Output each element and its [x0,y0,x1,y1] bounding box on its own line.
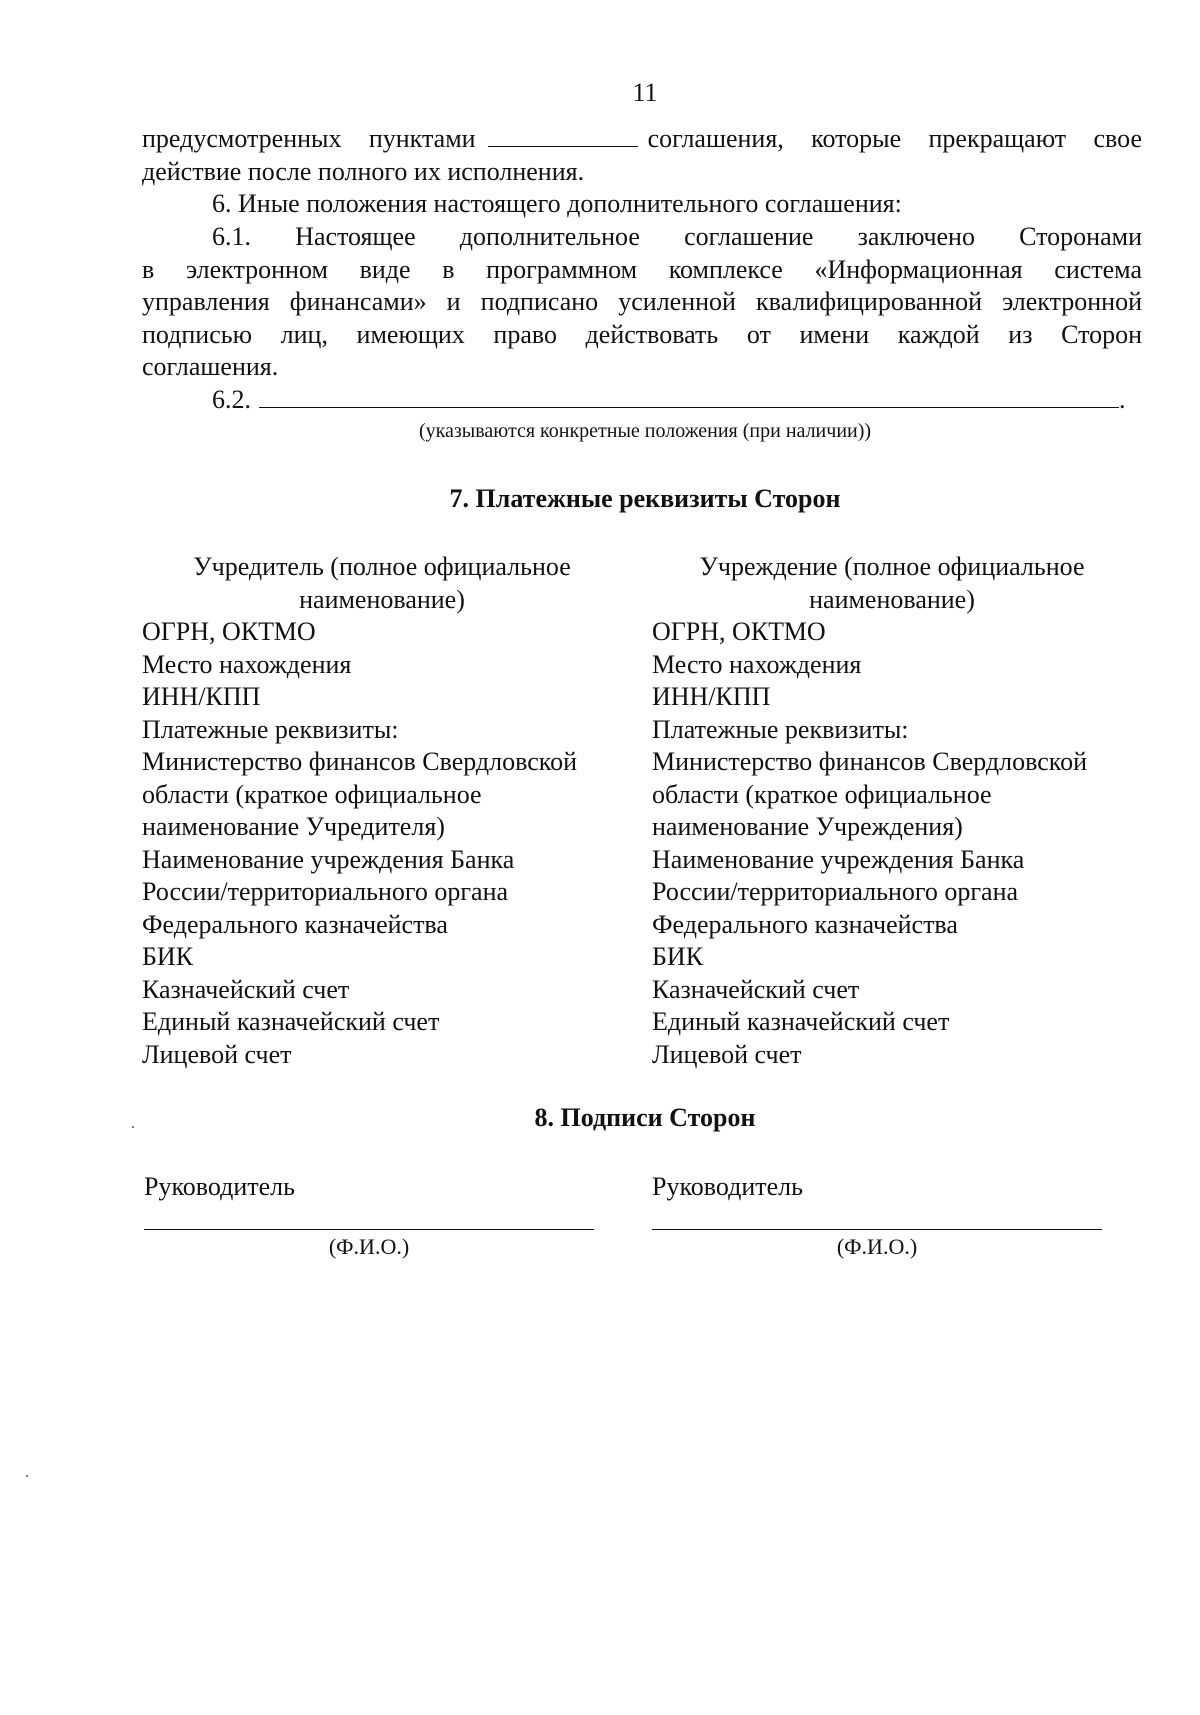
detail-line: Федерального казначейства [652,909,958,939]
detail-line: России/территориального органа [142,877,509,906]
party-institution-details [652,551,1132,1071]
detail-line: наименование Учреждения) [652,812,963,841]
detail-line: России/территориального органа [652,877,1019,906]
detail-line: области (краткое официальное [652,779,992,809]
section-7-title: 7. Платежные реквизиты Сторон [449,484,841,513]
detail-line: Казначейский счет [652,974,860,1004]
party-heading: наименование) [299,584,465,614]
scan-speck [26,1475,28,1477]
paragraph-item-6-1 [142,221,1142,384]
field-note: (указываются конкретные положения (при наличии)) [418,420,872,442]
item-number: 6.2. [212,385,251,414]
paragraph-item-6 [142,188,1142,221]
detail-line: Платежные реквизиты: [142,714,399,744]
blank-field-long [259,385,1119,408]
paragraph-line: управления финансами» и подписано усиленной квалифицированной электронной [142,287,1142,316]
signature-line-left [144,1229,594,1230]
detail-line: Федерального казначейства [142,909,448,939]
detail-line: ИНН/КПП [142,682,261,711]
scan-speck [132,1126,134,1128]
detail-line: области (краткое официальное [142,779,482,809]
detail-line: ОГРН, ОКТМО [652,617,826,646]
detail-line: наименование Учредителя) [142,812,445,841]
detail-line: ОГРН, ОКТМО [142,617,316,646]
paragraph-line: 6.1. Настоящее дополнительное соглашение заключено Сторонами [212,222,1142,251]
paragraph-text: предусмотренных пунктами [142,124,476,153]
paragraph-line: действие после полного их исполнения. [142,156,585,186]
detail-line: Единый казначейский счет [142,1007,440,1036]
signature-line-right [652,1229,1102,1230]
detail-line: ИНН/КПП [652,682,771,711]
paragraph-line: подписью лиц, имеющих право действовать от имени каждой из Сторон [142,319,1142,349]
blank-field [488,124,638,147]
detail-line: Наименование учреждения Банка [142,844,515,874]
page-number: 11 [632,78,658,107]
detail-line: Лицевой счет [652,1039,802,1069]
party-heading: наименование) [809,584,975,614]
signatory-label-right: Руководитель [652,1172,803,1201]
detail-line: Место нахождения [652,649,862,679]
party-heading: Учреждение (полное официальное [699,552,1085,581]
fio-caption-right: (Ф.И.О.) [836,1234,918,1259]
party-founder-details [142,551,622,1071]
section-8-title: 8. Подписи Сторон [534,1103,756,1132]
detail-line: БИК [652,942,704,971]
paragraph-line: 6. Иные положения настоящего дополнительного соглашения: [212,189,902,218]
detail-line: Единый казначейский счет [652,1007,950,1036]
paragraph-line [142,123,1142,156]
paragraph-line: в электронном виде в программном комплексе «Информационная система [142,254,1142,284]
detail-line: Министерство финансов Свердловской [652,747,1088,776]
paragraph-text: соглашения, которые прекращают свое [647,124,1142,153]
detail-line: Казначейский счет [142,974,350,1004]
paragraph-continuation [142,123,1142,188]
paragraph-line: соглашения. [142,352,279,381]
fio-caption-left: (Ф.И.О.) [328,1234,410,1259]
detail-line: Наименование учреждения Банка [652,844,1025,874]
party-heading: Учредитель (полное официальное [193,552,571,581]
detail-line: Место нахождения [142,649,352,679]
detail-line: Министерство финансов Свердловской [142,747,578,776]
detail-line: Платежные реквизиты: [652,714,909,744]
paragraph-item-6-2 [212,384,1126,416]
detail-line: БИК [142,942,194,971]
detail-line: Лицевой счет [142,1039,292,1069]
signatory-label-left: Руководитель [144,1172,295,1201]
item-end-period: . [1119,385,1126,414]
